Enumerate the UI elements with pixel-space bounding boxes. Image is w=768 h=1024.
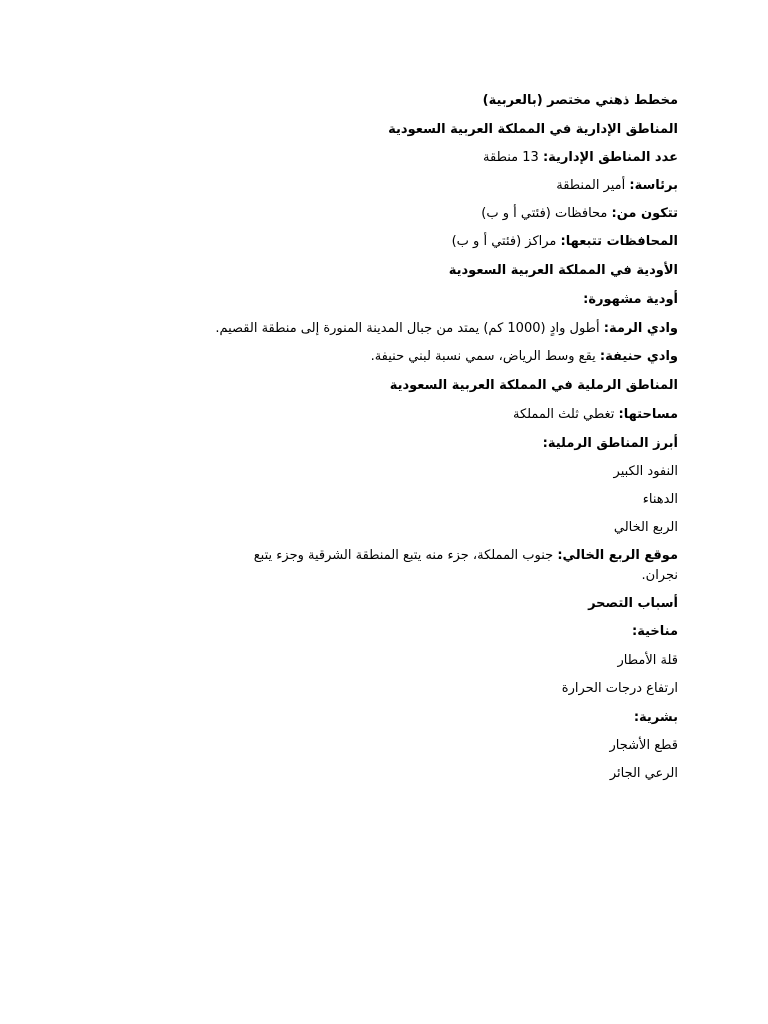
- admin-consists-line: تتكون من: محافظات (فئتي أ و ب): [481, 206, 678, 221]
- desert-climatic-item: ارتفاع درجات الحرارة: [561, 681, 678, 696]
- admin-follow-line: المحافظات تتبعها: مراكز (فئتي أ و ب): [451, 234, 678, 249]
- valleys-famous-line: أودية مشهورة:: [583, 292, 678, 307]
- admin-heading: المناطق الإدارية في المملكة العربية السعودية: [388, 122, 678, 137]
- admin-count-line: عدد المناطق الإدارية: 13 منطقة: [483, 150, 678, 165]
- desert-human-item: قطع الأشجار: [609, 738, 678, 753]
- sand-item: النفود الكبير: [613, 464, 678, 479]
- empty-quarter-line: موقع الربع الخالي: جنوب المملكة، جزء منه يتبع المنطقة الشرقية وجزء يتبع نجران.: [253, 548, 678, 583]
- desert-climatic-item: قلة الأمطار: [617, 653, 678, 668]
- sand-area-line: مساحتها: تغطي ثلث المملكة: [512, 407, 678, 422]
- sand-notable-line: أبرز المناطق الرملية:: [542, 436, 678, 451]
- valley-rumah-line: وادي الرمة: أطول وادٍ (1000 كم) يمتد من جبال المدينة المنورة إلى منطقة القصيم.: [215, 321, 678, 336]
- sand-item: الدهناء: [642, 492, 678, 507]
- valley-hanifa-line: وادي حنيفة: يقع وسط الرياض، سمي نسبة لبني حنيفة.: [370, 349, 678, 364]
- valleys-heading: الأودية في المملكة العربية السعودية: [448, 263, 678, 278]
- sand-item: الربع الخالي: [613, 520, 678, 535]
- desert-human-item: الرعي الجائر: [609, 766, 678, 781]
- doc-title: مخطط ذهني مختصر (بالعربية): [482, 93, 678, 108]
- admin-head-line: برئاسة: أمير المنطقة: [556, 178, 678, 193]
- sand-heading: المناطق الرملية في المملكة العربية السعودية: [389, 378, 678, 393]
- desert-climatic-line: مناخية:: [632, 624, 678, 639]
- desert-human-line: بشرية:: [633, 710, 678, 725]
- desert-heading: أسباب التصحر: [588, 596, 678, 611]
